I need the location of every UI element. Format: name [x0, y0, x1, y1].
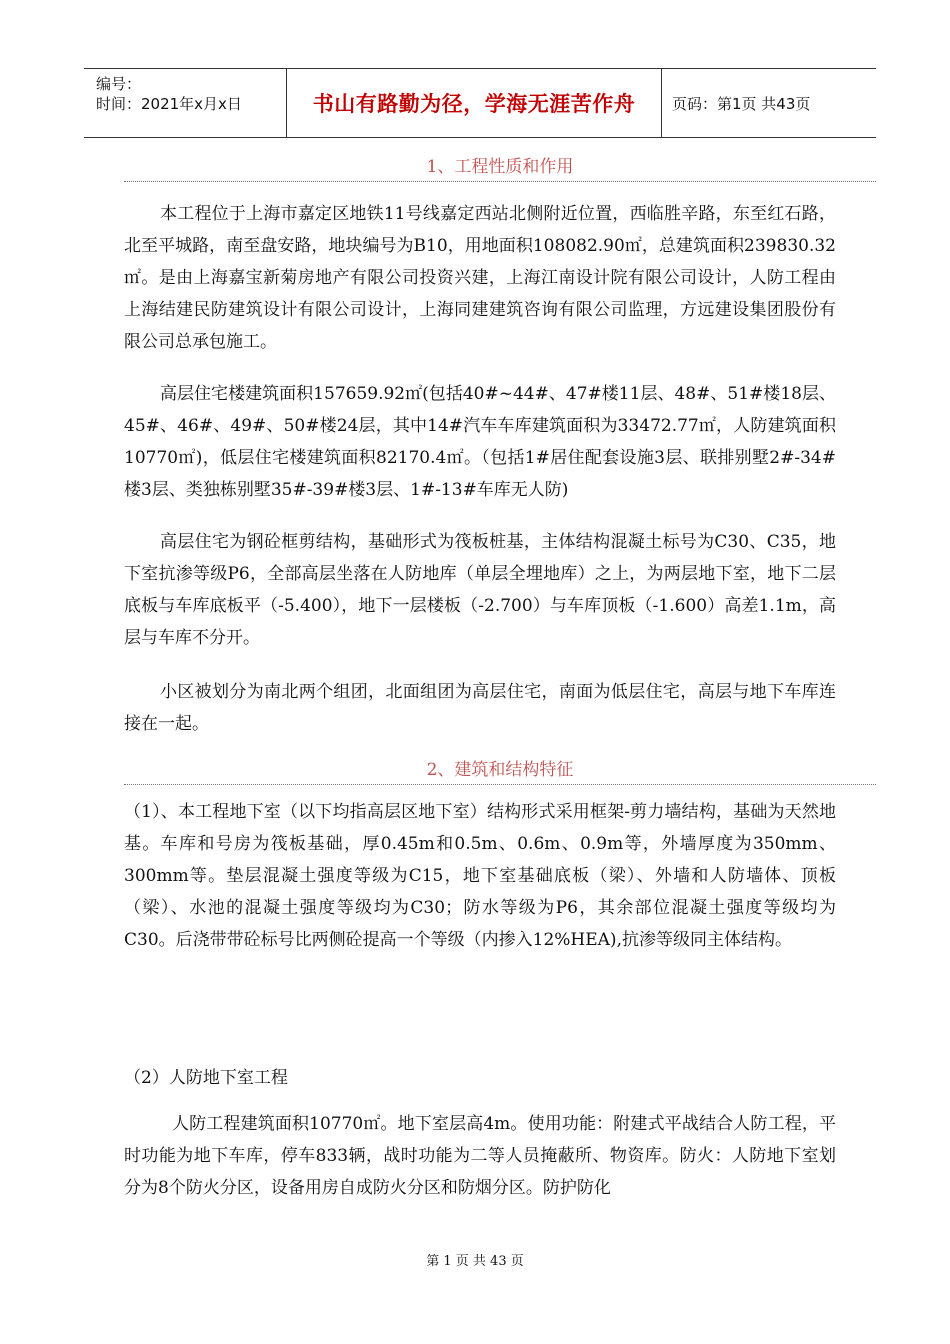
header-page-cell	[664, 69, 876, 137]
paragraph-2-2-heading: （2）人防地下室工程	[124, 1068, 288, 1088]
paragraph-1-3: 高层住宅为钢砼框剪结构，基础形式为筏板桩基，主体结构混凝土标号为C30、C35，地下室抗渗等级P6，全部高层坐落在人防地库（单层全埋地库）之上，为两层地下室，地下二层底板与车库底板平（-5.400），地下一层楼板（-2.700）与车库顶板（-1.600）高差1.1m，高层与车库不分开。	[124, 532, 836, 648]
paragraph-1-1: 本工程位于上海市嘉定区地铁11号线嘉定西站北侧附近位置，西临胜辛路，东至红石路，北至平城路，南至盘安路，地块编号为B10，用地面积108082.90㎡，总建筑面积239830.32㎡。是由上海嘉宝新菊房地产有限公司投资兴建，上海江南设计院有限公司设计，人防工程由上海结建民防建筑设计有限公司设计，上海同建建筑咨询有限公司监理，方远建设集团股份有限公司总承包施工。	[124, 204, 836, 352]
paragraph-1-2: 高层住宅楼建筑面积157659.92㎡(包括40#~44#、47#楼11层、48#、51#楼18层、45#、46#、49#、50#楼24层，其中14#汽车车库建筑面积为33472.77㎡，人防建筑面积10770㎡)，低层住宅楼建筑面积82170.4㎡。（包括1#居住配套设施3层、联排别墅2#-34#楼3层、类独栋别墅35#-39#楼3层、1#-13#车库无人防)	[124, 384, 836, 500]
paragraph-2-3: 人防工程建筑面积10770㎡。地下室层高4m。使用功能：附建式平战结合人防工程，平时功能为地下车库，停车833辆，战时功能为二等人员掩蔽所、物资库。防火：人防地下室划分为8个防火分区，设备用房自成防火分区和防烟分区。防护防化	[124, 1114, 836, 1198]
header-page-label: 页码：第1页 共43页	[672, 94, 811, 113]
section-heading-1: 1、工程性质和作用	[124, 153, 876, 182]
page-footer: 第 1 页 共 43 页	[426, 1254, 524, 1269]
document-number-label: 编号：	[96, 75, 142, 93]
paragraph-2-1: （1）、本工程地下室（以下均指高层区地下室）结构形式采用框架-剪力墙结构，基础为天然地基。车库和号房为筏板基础，厚0.45m和0.5m、0.6m、0.9m等，外墙厚度为350mm、300mm等。垫层混凝土强度等级为C15，地下室基础底板（梁）、外墙和人防墙体、顶板（梁）、水池的混凝土强度等级均为C30；防水等级为P6，其余部位混凝土强度等级均为C30。后浇带带砼标号比两侧砼提高一个等级（内掺入12%HEA),抗渗等级同主体结构。	[124, 802, 836, 950]
header-motto-cell	[286, 69, 662, 137]
header-motto: 书山有路勤为径，学海无涯苦作舟	[312, 92, 636, 116]
section-heading-2: 2、建筑和结构特征	[124, 756, 876, 785]
document-header	[84, 68, 876, 138]
document-time-label: 时间：2021年x月x日	[96, 95, 242, 113]
header-meta	[84, 69, 284, 137]
paragraph-1-4: 小区被划分为南北两个组团，北面组团为高层住宅，南面为低层住宅，高层与地下车库连接在一起。	[124, 682, 836, 734]
